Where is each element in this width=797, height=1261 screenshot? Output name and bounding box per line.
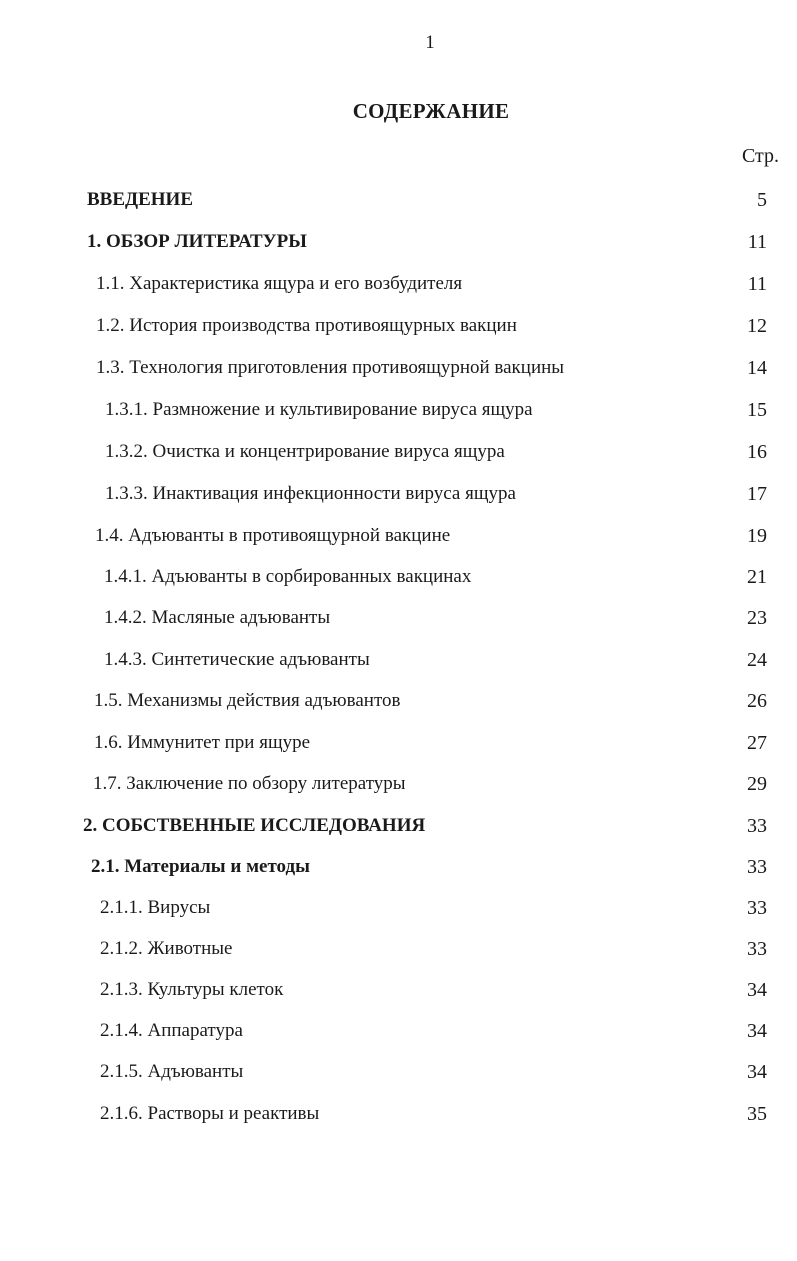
toc-entry-introduction[interactable] xyxy=(0,186,797,214)
toc-entry-2-1-5[interactable] xyxy=(0,1058,797,1086)
toc-entry-title: 1.7. Заключение по обзору литературы xyxy=(93,773,406,794)
toc-entry-title: 1.3.2. Очистка и концентрирование вируса ящура xyxy=(105,441,505,462)
toc-entry-title: 1.4.3. Синтетические адъюванты xyxy=(104,649,370,670)
toc-entry-page: 12 xyxy=(747,315,767,337)
toc-entry-page: 35 xyxy=(747,1103,767,1125)
toc-entry-title: 2. СОБСТВЕННЫЕ ИССЛЕДОВАНИЯ xyxy=(83,815,426,836)
toc-entry-title: ВВЕДЕНИЕ xyxy=(87,189,193,210)
toc-entry-1-5[interactable] xyxy=(0,687,797,715)
toc-entry-title: 1.5. Механизмы действия адъювантов xyxy=(94,690,401,711)
toc-entry-2-1-3[interactable] xyxy=(0,976,797,1004)
toc-entry-1-1[interactable] xyxy=(0,270,797,298)
toc-entry-page: 19 xyxy=(747,525,767,547)
toc-entry-1-4[interactable] xyxy=(0,522,797,550)
toc-entry-title: 1.4. Адъюванты в противоящурной вакцине xyxy=(95,525,451,546)
toc-entry-page: 5 xyxy=(757,189,767,211)
toc-entry-title: 2.1.2. Животные xyxy=(100,938,233,959)
page-number: 1 xyxy=(425,32,435,53)
toc-entry-2-1-2[interactable] xyxy=(0,935,797,963)
toc-entry-page: 15 xyxy=(747,399,767,421)
toc-entry-title: 1.3. Технология приготовления противоящурной вакцины xyxy=(96,357,565,378)
toc-entry-1-3-3[interactable] xyxy=(0,480,797,508)
toc-entry-page: 33 xyxy=(747,938,767,960)
toc-entry-title: 1. ОБЗОР ЛИТЕРАТУРЫ xyxy=(87,231,307,252)
toc-entry-page: 17 xyxy=(747,483,767,505)
toc-entry-title: 1.3.1. Размножение и культивирование вируса ящура xyxy=(105,399,533,420)
toc-entry-page: 26 xyxy=(747,690,767,712)
toc-entry-page: 34 xyxy=(747,1020,767,1042)
toc-entry-page: 29 xyxy=(747,773,767,795)
page-title: СОДЕРЖАНИЕ xyxy=(352,99,510,123)
toc-entry-2-1-4[interactable] xyxy=(0,1017,797,1045)
toc-entry-1-4-3[interactable] xyxy=(0,646,797,674)
toc-entry-1-6[interactable] xyxy=(0,729,797,757)
toc-entry-2-1-6[interactable] xyxy=(0,1100,797,1128)
toc-entry-title: 1.3.3. Инактивация инфекционности вируса ящура xyxy=(105,483,516,504)
toc-entry-chapter-2[interactable] xyxy=(0,812,797,840)
toc-entry-title: 1.6. Иммунитет при ящуре xyxy=(94,732,311,753)
toc-entry-title: 2.1. Материалы и методы xyxy=(91,856,310,877)
toc-entry-page: 33 xyxy=(747,897,767,919)
toc-entry-1-2[interactable] xyxy=(0,312,797,340)
toc-entry-page: 16 xyxy=(747,441,767,463)
toc-entry-2-1[interactable] xyxy=(0,853,797,881)
toc-entry-chapter-1[interactable] xyxy=(0,228,797,256)
page-column-header: Стр. xyxy=(741,145,779,167)
toc-entry-title: 2.1.4. Аппаратура xyxy=(100,1020,243,1041)
toc-entry-page: 21 xyxy=(747,566,767,588)
toc-entry-1-3-1[interactable] xyxy=(0,396,797,424)
toc-entry-page: 33 xyxy=(747,856,767,878)
toc-entry-title: 2.1.1. Вирусы xyxy=(100,897,211,918)
toc-entry-title: 2.1.5. Адъюванты xyxy=(100,1061,244,1082)
toc-entry-page: 23 xyxy=(747,607,767,629)
toc-entry-page: 34 xyxy=(747,979,767,1001)
toc-entry-1-4-2[interactable] xyxy=(0,604,797,632)
toc-entry-page: 11 xyxy=(747,273,767,295)
toc-entry-title: 1.1. Характеристика ящура и его возбудителя xyxy=(96,273,463,294)
toc-entry-1-4-1[interactable] xyxy=(0,563,797,591)
toc-entry-title: 2.1.6. Растворы и реактивы xyxy=(100,1103,320,1124)
toc-entry-2-1-1[interactable] xyxy=(0,894,797,922)
toc-entry-title: 2.1.3. Культуры клеток xyxy=(100,979,284,1000)
toc-entry-title: 1.4.1. Адъюванты в сорбированных вакцинах xyxy=(104,566,472,587)
toc-entry-1-7[interactable] xyxy=(0,770,797,798)
toc-entry-page: 11 xyxy=(747,231,767,253)
toc-entry-1-3-2[interactable] xyxy=(0,438,797,466)
toc-entry-page: 24 xyxy=(747,649,767,671)
toc-entry-page: 34 xyxy=(747,1061,767,1083)
toc-entry-1-3[interactable] xyxy=(0,354,797,382)
toc-entry-page: 27 xyxy=(747,732,767,754)
toc-entry-title: 1.4.2. Масляные адъюванты xyxy=(104,607,331,628)
toc-entry-title: 1.2. История производства противоящурных вакцин xyxy=(96,315,517,336)
toc-entry-page: 33 xyxy=(747,815,767,837)
toc-entry-page: 14 xyxy=(747,357,767,379)
